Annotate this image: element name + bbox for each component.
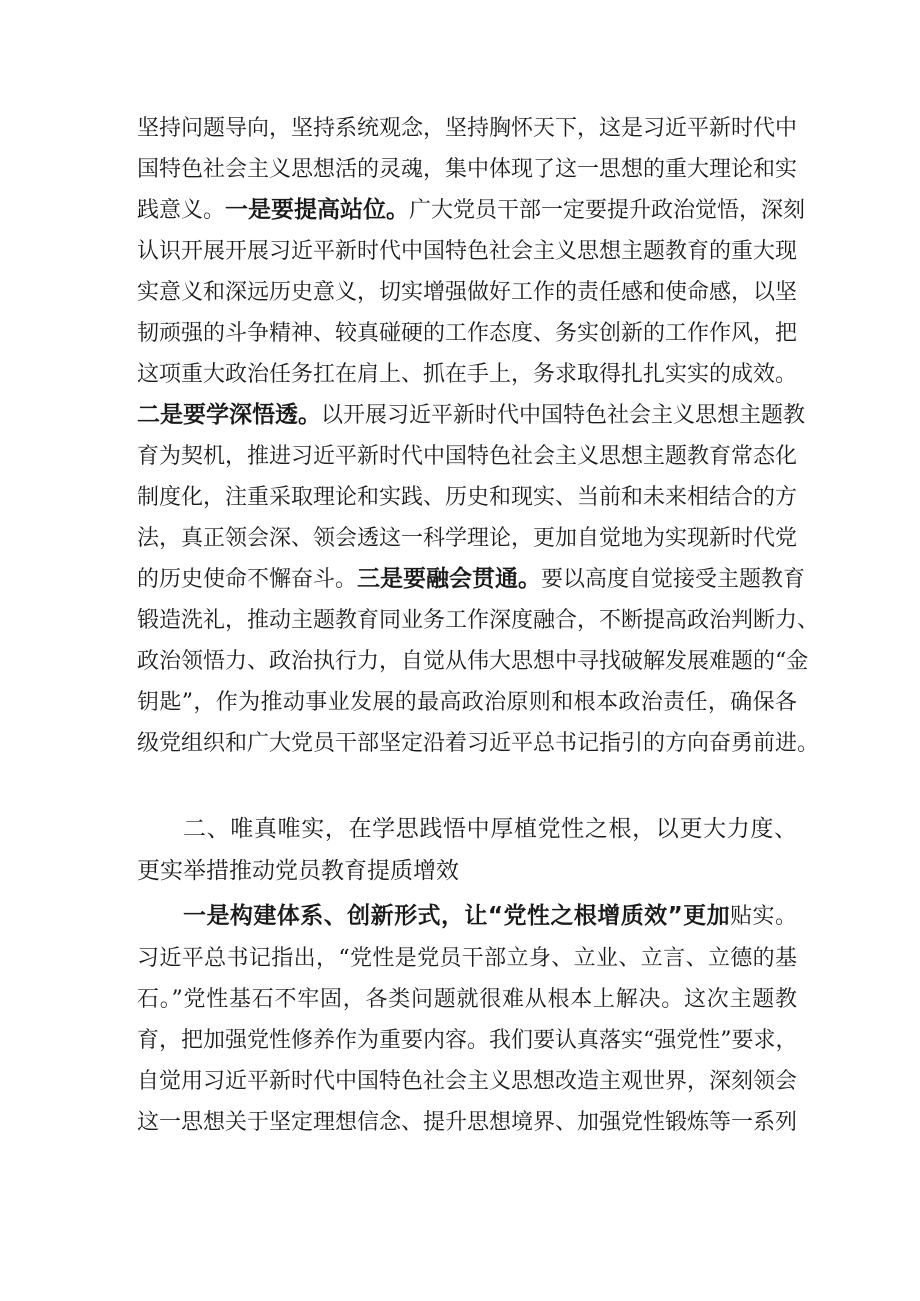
text-line — [137, 190, 806, 231]
text-line: 育为契机，推进习近平新时代中国特色社会主义思想主题教育常态化 — [137, 444, 798, 469]
bold-point-1: 一是要提高站位。 — [225, 197, 410, 223]
bold-point-3: 三是要融会贯通。 — [357, 566, 542, 592]
text-line: 制度化，注重采取理论和实践、历史和现实、当前和未来相结合的方 — [137, 485, 798, 510]
paragraph-1 — [137, 108, 820, 764]
text-run: 以开展习近平新时代中国特色社会主义思想主题教 — [321, 403, 806, 428]
text-line: 坚持问题导向，坚持系统观念，坚持胸怀天下，这是习近平新时代中 — [137, 116, 798, 141]
text-line: 韧顽强的斗争精神、较真碰硬的工作态度、务实创新的工作作风，把 — [137, 321, 798, 346]
text-line: 政治领悟力、政治执行力，自觉从伟大思想中寻找破解发展难题的“金 — [137, 649, 809, 674]
text-line — [137, 895, 797, 938]
text-line: 石。”党性基石不牢固，各类问题就很难从根本上解决。这次主题教 — [137, 987, 797, 1012]
text-line: 这一思想关于坚定理想信念、提升思想境界、加强党性锻炼等一系列 — [137, 1110, 798, 1135]
text-line: 国特色社会主义思想活的灵魂，集中体现了这一思想的重大理论和实 — [137, 157, 798, 182]
text-line: 级党组织和广大党员干部坚定沿着习近平总书记指引的方向奋勇前进。 — [137, 731, 820, 756]
bold-point-2: 二是要学深悟透。 — [137, 402, 321, 428]
section-heading — [137, 808, 797, 892]
heading-line: 更实举措推动党员教育提质增效 — [137, 858, 459, 884]
heading-line: 二、唯真唯实，在学思践悟中厚植党性之根，以更大力度、 — [183, 816, 797, 842]
text-line — [137, 559, 806, 600]
text-line: 习近平总书记指出，“党性是党员干部立身、立业、立言、立德的基 — [137, 946, 797, 971]
bold-subheading: 一是构建体系、创新形式，让“党性之根增质效”更加 — [183, 903, 731, 929]
text-line: 锻造洗礼，推动主题教育同业务工作深度融合，不断提高政治判断力、 — [137, 608, 820, 633]
text-line: 自觉用习近平新时代中国特色社会主义思想改造主观世界，深刻领会 — [137, 1069, 798, 1094]
text-run: 的历史使命不懈奋斗。 — [137, 567, 358, 592]
text-line — [137, 395, 806, 436]
paragraph-2 — [137, 895, 797, 1143]
text-line: 法，真正领会深、领会透这一科学理论，更加自觉地为实现新时代党 — [137, 526, 798, 551]
text-line: 钥匙”，作为推动事业发展的最高政治原则和根本政治责任，确保各 — [137, 690, 797, 715]
text-run: 要以高度自觉接受主题教育 — [541, 567, 806, 592]
text-run: 广大党员干部一定要提升政治觉悟，深刻 — [409, 198, 806, 223]
text-run: 践意义。 — [137, 198, 226, 223]
text-line: 实意义和深远历史意义，切实增强做好工作的责任感和使命感，以坚 — [137, 280, 798, 305]
text-line: 认识开展开展习近平新时代中国特色社会主义思想主题教育的重大现 — [137, 239, 798, 264]
text-run: 贴实。 — [730, 904, 797, 929]
text-line: 这项重大政治任务扛在肩上、抓在手上，务求取得扎扎实实的成效。 — [137, 362, 798, 387]
text-line: 育，把加强党性修养作为重要内容。我们要认真落实“强党性”要求， — [137, 1028, 798, 1053]
